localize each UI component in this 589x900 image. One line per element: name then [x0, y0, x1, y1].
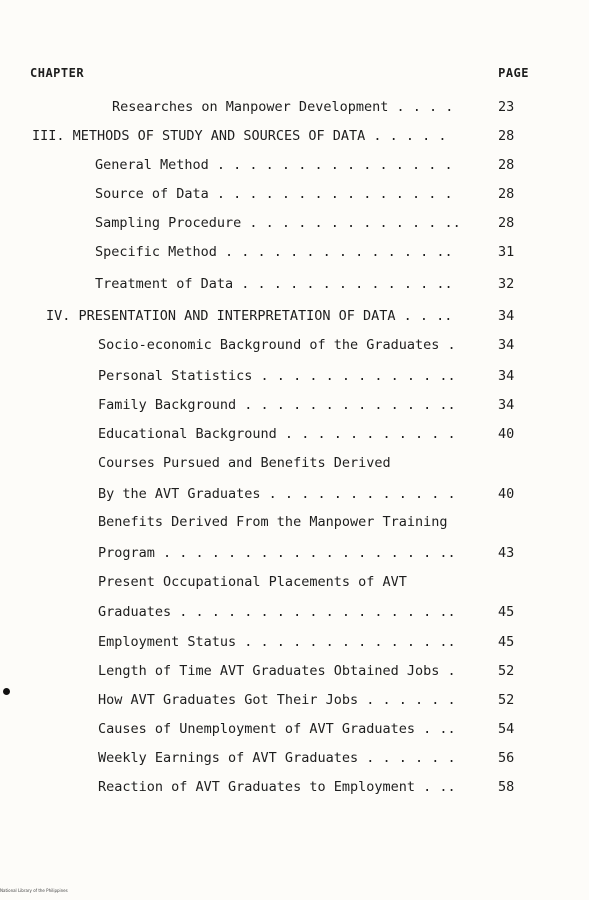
toc-entry-page: 56: [498, 750, 515, 766]
toc-entry-text: Employment Status . . . . . . . . . . . . ..: [98, 634, 456, 650]
toc-entry-page: 58: [498, 779, 515, 795]
toc-entry-text: Source of Data . . . . . . . . . . . . . . .: [95, 186, 453, 202]
toc-entry-page: 28: [498, 128, 515, 144]
toc-entry-text: Present Occupational Placements of AVT: [98, 574, 407, 590]
toc-entry-page: 34: [498, 308, 515, 324]
toc-chapter-text: III. METHODS OF STUDY AND SOURCES OF DATA . . . . .: [32, 128, 447, 144]
toc-entry-text: Graduates . . . . . . . . . . . . . . . . ..: [98, 604, 456, 620]
toc-entry-text: General Method . . . . . . . . . . . . . . .: [95, 157, 453, 173]
toc-entry-page: 23: [498, 99, 515, 115]
toc-entry-text: Benefits Derived From the Manpower Training: [98, 514, 448, 530]
toc-entry-page: 45: [498, 604, 515, 620]
toc-entry-text: Researches on Manpower Development . . . .: [112, 99, 454, 115]
toc-entry-page: 28: [498, 186, 515, 202]
toc-entry-text: Treatment of Data . . . . . . . . . . . . ..: [95, 276, 453, 292]
library-footer: National Library of the Philippines: [0, 888, 68, 893]
toc-entry-page: 28: [498, 215, 515, 231]
toc-entry-page: 54: [498, 721, 515, 737]
toc-entry-page: 45: [498, 634, 515, 650]
chapter-heading: CHAPTER: [30, 66, 85, 80]
toc-entry-page: 31: [498, 244, 515, 260]
toc-entry-page: 34: [498, 337, 515, 353]
toc-entry-page: 32: [498, 276, 515, 292]
bullet-mark: [3, 688, 10, 695]
toc-entry-text: Program . . . . . . . . . . . . . . . . . ..: [98, 545, 456, 561]
toc-entry-text: Family Background . . . . . . . . . . . . ..: [98, 397, 456, 413]
toc-entry-page: 40: [498, 486, 515, 502]
toc-entry-text: How AVT Graduates Got Their Jobs . . . . . .: [98, 692, 456, 708]
toc-entry-text: Length of Time AVT Graduates Obtained Jobs .: [98, 663, 456, 679]
toc-entry-page: 43: [498, 545, 515, 561]
toc-entry-page: 40: [498, 426, 515, 442]
toc-entry-text: Sampling Procedure . . . . . . . . . . . . ..: [95, 215, 461, 231]
toc-entry-text: By the AVT Graduates . . . . . . . . . . . .: [98, 486, 456, 502]
toc-entry-page: 28: [498, 157, 515, 173]
toc-entry-text: Causes of Unemployment of AVT Graduates . ..: [98, 721, 456, 737]
toc-entry-page: 52: [498, 663, 515, 679]
toc-entry-text: Personal Statistics . . . . . . . . . . . ..: [98, 368, 456, 384]
toc-entry-page: 34: [498, 368, 515, 384]
toc-entry-page: 52: [498, 692, 515, 708]
toc-entry-text: Courses Pursued and Benefits Derived: [98, 455, 391, 471]
page-heading: PAGE: [498, 66, 529, 80]
toc-entry-page: 34: [498, 397, 515, 413]
toc-entry-text: Weekly Earnings of AVT Graduates . . . . . .: [98, 750, 456, 766]
toc-entry-text: Specific Method . . . . . . . . . . . . . ..: [95, 244, 453, 260]
toc-chapter-text: IV. PRESENTATION AND INTERPRETATION OF DATA . . ..: [46, 308, 453, 324]
toc-entry-text: Reaction of AVT Graduates to Employment . ..: [98, 779, 456, 795]
toc-entry-text: Socio-economic Background of the Graduates .: [98, 337, 456, 353]
toc-entry-text: Educational Background . . . . . . . . . . .: [98, 426, 456, 442]
